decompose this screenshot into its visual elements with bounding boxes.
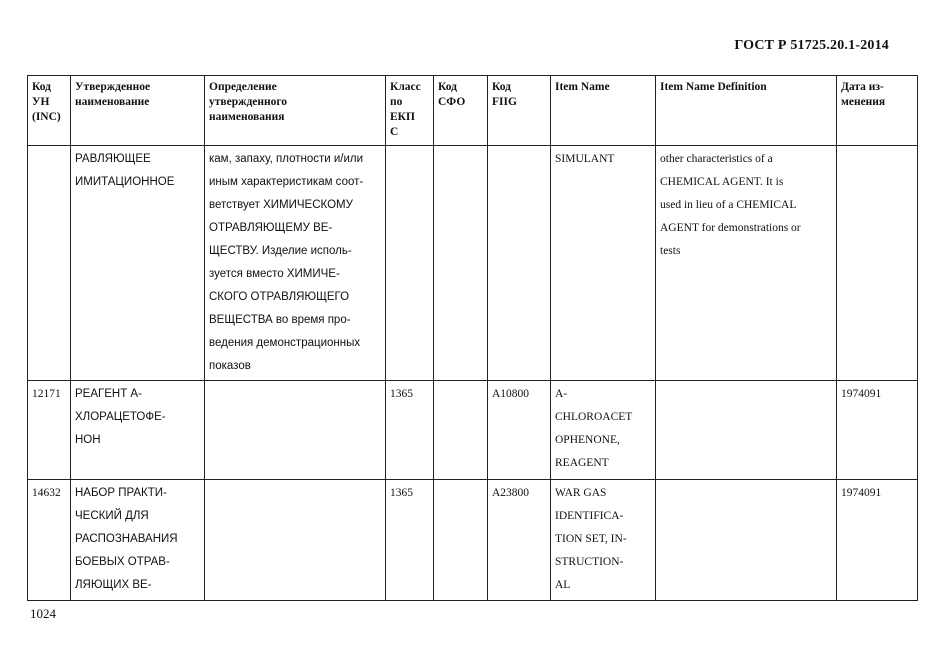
cell-item-name: WAR GAS IDENTIFICA- TION SET, IN- STRUCTION- AL xyxy=(551,480,656,601)
cell-code-un: 12171 xyxy=(28,381,71,480)
header-definition: Определение утвержденного наименования xyxy=(205,76,386,146)
item-name-table xyxy=(27,75,918,601)
cell-definition: кам, запаху, плотности и/или иным характеристикам соот- ветствует ХИМИЧЕСКОМУ ОТРАВЛЯЮЩЕМУ ВЕ- ЩЕСТВУ. Изделие исполь- зуется вместо ХИМИЧЕ- СКОГО ОТРАВЛЯЮЩЕГО ВЕЩЕСТВА во время про- ведения демонстрационных показов xyxy=(205,146,386,381)
cell-change-date: 1974091 xyxy=(837,381,918,480)
table-header-row xyxy=(28,76,918,146)
cell-class-ekps: 1365 xyxy=(386,480,434,601)
header-item-name-definition: Item Name Definition xyxy=(656,76,837,146)
cell-item-name-definition xyxy=(656,480,837,601)
cell-definition xyxy=(205,381,386,480)
header-class-ekps: Класс по ЕКП С xyxy=(386,76,434,146)
cell-change-date xyxy=(837,146,918,381)
cell-code-un xyxy=(28,146,71,381)
header-code-sfo: Код СФО xyxy=(434,76,488,146)
cell-class-ekps xyxy=(386,146,434,381)
cell-definition xyxy=(205,480,386,601)
cell-code-sfo xyxy=(434,480,488,601)
header-approved-name: Утвержденное наименование xyxy=(71,76,205,146)
header-item-name: Item Name xyxy=(551,76,656,146)
cell-item-name: A- CHLOROACET OPHENONE, REAGENT xyxy=(551,381,656,480)
cell-code-un: 14632 xyxy=(28,480,71,601)
document-title: ГОСТ Р 51725.20.1-2014 xyxy=(734,38,889,53)
page-number: 1024 xyxy=(30,606,56,621)
cell-item-name-definition: other characteristics of a CHEMICAL AGENT. It is used in lieu of a CHEMICAL AGENT for demonstrations or tests xyxy=(656,146,837,381)
cell-approved-name: НАБОР ПРАКТИ- ЧЕСКИЙ ДЛЯ РАСПОЗНАВАНИЯ БОЕВЫХ ОТРАВ- ЛЯЮЩИХ ВЕ- xyxy=(71,480,205,601)
cell-code-fiig xyxy=(488,146,551,381)
header-change-date: Дата из- менения xyxy=(837,76,918,146)
table-row xyxy=(28,146,918,381)
cell-code-fiig: A10800 xyxy=(488,381,551,480)
header-code-fiig: Код FIIG xyxy=(488,76,551,146)
cell-code-fiig: A23800 xyxy=(488,480,551,601)
table-row xyxy=(28,381,918,480)
cell-approved-name: РЕАГЕНТ А- ХЛОРАЦЕТОФЕ- НОН xyxy=(71,381,205,480)
cell-code-sfo xyxy=(434,381,488,480)
cell-item-name-definition xyxy=(656,381,837,480)
cell-class-ekps: 1365 xyxy=(386,381,434,480)
table-row xyxy=(28,480,918,601)
cell-approved-name: РАВЛЯЮЩЕЕ ИМИТАЦИОННОЕ xyxy=(71,146,205,381)
cell-item-name: SIMULANT xyxy=(551,146,656,381)
cell-change-date: 1974091 xyxy=(837,480,918,601)
header-code-un: Код УН (INC) xyxy=(28,76,71,146)
cell-code-sfo xyxy=(434,146,488,381)
